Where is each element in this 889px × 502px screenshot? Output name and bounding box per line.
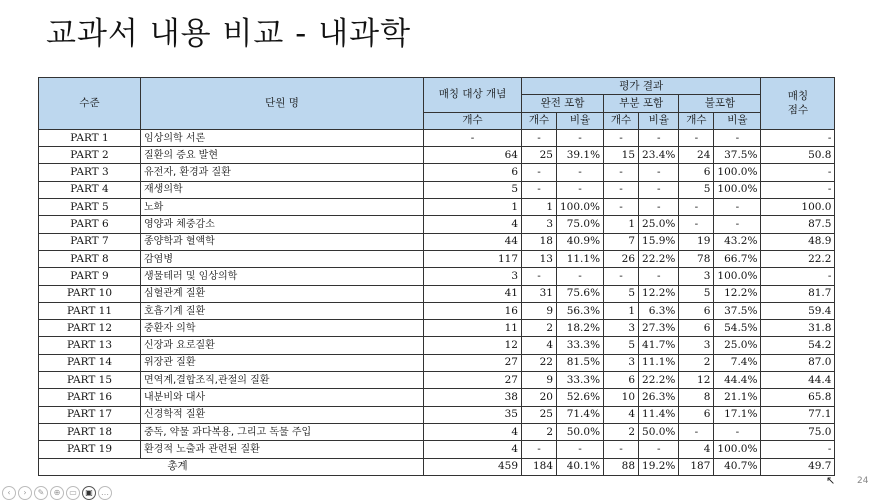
cell-none-r: 21.1% bbox=[714, 389, 761, 406]
table-row bbox=[39, 129, 835, 146]
cell-full-r: - bbox=[557, 164, 604, 181]
cell-score: 31.8 bbox=[761, 320, 835, 337]
cell-target: 35 bbox=[424, 406, 522, 423]
cell-target: 27 bbox=[424, 354, 522, 371]
table-row bbox=[39, 216, 835, 233]
cell-none-n: 19 bbox=[679, 233, 714, 250]
cell-unit: 신장과 요로질환 bbox=[141, 337, 424, 354]
cell-full-r: 52.6% bbox=[557, 389, 604, 406]
pen-icon[interactable]: ✎ bbox=[34, 486, 48, 500]
cell-unit: 중독, 약물 과다복용, 그리고 독물 주입 bbox=[141, 423, 424, 440]
cell-score: 22.2 bbox=[761, 250, 835, 267]
cell-none-r: 54.5% bbox=[714, 320, 761, 337]
header-partial-ratio: 비율 bbox=[639, 112, 679, 129]
cell-part-r: 22.2% bbox=[639, 372, 679, 389]
cell-part-n: 4 bbox=[604, 406, 639, 423]
cell-part-r: 11.1% bbox=[639, 354, 679, 371]
table-row bbox=[39, 302, 835, 319]
cell-part-r: 26.3% bbox=[639, 389, 679, 406]
cell-score: 77.1 bbox=[761, 406, 835, 423]
cell-none-n: 5 bbox=[679, 285, 714, 302]
cell-part-n: 15 bbox=[604, 147, 639, 164]
header-full: 완전 포함 bbox=[522, 95, 604, 112]
cell-part-n: - bbox=[604, 441, 639, 458]
cell-full-r: 100.0% bbox=[557, 199, 604, 216]
presenter-icon[interactable]: ▣ bbox=[82, 486, 96, 500]
header-eval-result: 평가 결과 bbox=[522, 78, 761, 95]
next-icon[interactable]: › bbox=[18, 486, 32, 500]
cell-full-r: 75.0% bbox=[557, 216, 604, 233]
header-unit: 단원 명 bbox=[141, 78, 424, 130]
cell-part-n: 3 bbox=[604, 320, 639, 337]
cell-part-n: - bbox=[604, 181, 639, 198]
cell-full-n: 4 bbox=[522, 337, 557, 354]
slides-icon[interactable]: ▭ bbox=[66, 486, 80, 500]
cell-part-n: - bbox=[604, 164, 639, 181]
cell-full-r: 75.6% bbox=[557, 285, 604, 302]
cell-unit: 심혈관계 질환 bbox=[141, 285, 424, 302]
page-number: 24 bbox=[857, 476, 869, 486]
cell-level: PART 1 bbox=[39, 129, 141, 146]
table-row bbox=[39, 423, 835, 440]
cell-target: 117 bbox=[424, 250, 522, 267]
cell-part-n: 5 bbox=[604, 285, 639, 302]
cell-none-n: - bbox=[679, 129, 714, 146]
cell-part-r: 50.0% bbox=[639, 423, 679, 440]
cell-level: PART 17 bbox=[39, 406, 141, 423]
cell-none-r: 43.2% bbox=[714, 233, 761, 250]
cell-level: PART 5 bbox=[39, 199, 141, 216]
cell-target: 4 bbox=[424, 441, 522, 458]
cell-full-r: 39.1% bbox=[557, 147, 604, 164]
total-part-n: 88 bbox=[604, 458, 639, 475]
cell-part-n: 10 bbox=[604, 389, 639, 406]
cell-full-r: 40.9% bbox=[557, 233, 604, 250]
cell-level: PART 11 bbox=[39, 302, 141, 319]
cell-part-r: - bbox=[639, 164, 679, 181]
prev-icon[interactable]: ‹ bbox=[2, 486, 16, 500]
header-none: 불포함 bbox=[679, 95, 761, 112]
cell-full-n: 2 bbox=[522, 423, 557, 440]
more-icon[interactable]: … bbox=[98, 486, 112, 500]
cell-target: 12 bbox=[424, 337, 522, 354]
cell-full-n: 20 bbox=[522, 389, 557, 406]
cell-target: 16 bbox=[424, 302, 522, 319]
cell-full-n: 18 bbox=[522, 233, 557, 250]
cell-full-r: 50.0% bbox=[557, 423, 604, 440]
total-part-r: 19.2% bbox=[639, 458, 679, 475]
cell-full-r: - bbox=[557, 181, 604, 198]
header-level: 수준 bbox=[39, 78, 141, 130]
cell-part-r: - bbox=[639, 181, 679, 198]
cell-none-r: - bbox=[714, 199, 761, 216]
cell-level: PART 19 bbox=[39, 441, 141, 458]
cell-none-n: 2 bbox=[679, 354, 714, 371]
cell-level: PART 9 bbox=[39, 268, 141, 285]
cell-unit: 유전자, 환경과 질환 bbox=[141, 164, 424, 181]
cell-none-n: - bbox=[679, 216, 714, 233]
cell-part-n: 7 bbox=[604, 233, 639, 250]
total-target: 459 bbox=[424, 458, 522, 475]
cell-target: 1 bbox=[424, 199, 522, 216]
total-full-n: 184 bbox=[522, 458, 557, 475]
cell-part-n: - bbox=[604, 199, 639, 216]
cell-level: PART 14 bbox=[39, 354, 141, 371]
header-partial-count: 개수 bbox=[604, 112, 639, 129]
cell-target: 4 bbox=[424, 423, 522, 440]
cell-full-n: 25 bbox=[522, 406, 557, 423]
cell-full-r: 56.3% bbox=[557, 302, 604, 319]
table-row bbox=[39, 285, 835, 302]
table-row bbox=[39, 320, 835, 337]
cell-target: 38 bbox=[424, 389, 522, 406]
cell-full-r: - bbox=[557, 129, 604, 146]
cell-part-r: - bbox=[639, 199, 679, 216]
cell-full-n: 3 bbox=[522, 216, 557, 233]
cell-target: 4 bbox=[424, 216, 522, 233]
cell-level: PART 18 bbox=[39, 423, 141, 440]
cell-score: - bbox=[761, 164, 835, 181]
cell-part-n: 26 bbox=[604, 250, 639, 267]
table-row bbox=[39, 441, 835, 458]
table-row bbox=[39, 372, 835, 389]
table-row bbox=[39, 147, 835, 164]
total-row bbox=[39, 458, 835, 475]
table-row bbox=[39, 181, 835, 198]
cell-full-n: 9 bbox=[522, 302, 557, 319]
total-score: 49.7 bbox=[761, 458, 835, 475]
total-none-r: 40.7% bbox=[714, 458, 761, 475]
cell-unit: 면역계,결합조직,관절의 질환 bbox=[141, 372, 424, 389]
cell-level: PART 2 bbox=[39, 147, 141, 164]
cell-score: - bbox=[761, 181, 835, 198]
slideshow-toolbar bbox=[2, 486, 112, 500]
cell-none-r: - bbox=[714, 216, 761, 233]
cell-score: 50.8 bbox=[761, 147, 835, 164]
cell-unit: 중환자 의학 bbox=[141, 320, 424, 337]
header-target-count: 개수 bbox=[424, 112, 522, 129]
total-none-n: 187 bbox=[679, 458, 714, 475]
cell-part-r: 23.4% bbox=[639, 147, 679, 164]
cell-level: PART 6 bbox=[39, 216, 141, 233]
cell-score: 81.7 bbox=[761, 285, 835, 302]
cell-unit: 신경학적 질환 bbox=[141, 406, 424, 423]
cell-none-r: - bbox=[714, 129, 761, 146]
cell-none-n: 6 bbox=[679, 320, 714, 337]
cell-level: PART 4 bbox=[39, 181, 141, 198]
cell-none-n: 6 bbox=[679, 164, 714, 181]
cell-part-n: 1 bbox=[604, 302, 639, 319]
cell-score: 75.0 bbox=[761, 423, 835, 440]
cell-full-n: - bbox=[522, 441, 557, 458]
cell-score: 54.2 bbox=[761, 337, 835, 354]
cell-level: PART 13 bbox=[39, 337, 141, 354]
comparison-table bbox=[38, 77, 835, 476]
header-none-ratio: 비율 bbox=[714, 112, 761, 129]
cell-full-r: - bbox=[557, 441, 604, 458]
cell-score: - bbox=[761, 268, 835, 285]
cell-target: - bbox=[424, 129, 522, 146]
cell-level: PART 16 bbox=[39, 389, 141, 406]
cell-none-r: 100.0% bbox=[714, 181, 761, 198]
cell-unit: 임상의학 서론 bbox=[141, 129, 424, 146]
cell-unit: 호흡기계 질환 bbox=[141, 302, 424, 319]
cell-level: PART 15 bbox=[39, 372, 141, 389]
cell-unit: 노화 bbox=[141, 199, 424, 216]
cell-level: PART 7 bbox=[39, 233, 141, 250]
cell-level: PART 3 bbox=[39, 164, 141, 181]
slide-title: 교과서 내용 비교 - 내과학 bbox=[46, 16, 412, 52]
header-partial: 부분 포함 bbox=[604, 95, 679, 112]
cell-none-r: - bbox=[714, 423, 761, 440]
cell-none-n: 5 bbox=[679, 181, 714, 198]
cell-full-r: 81.5% bbox=[557, 354, 604, 371]
cell-full-n: 13 bbox=[522, 250, 557, 267]
cell-full-n: 31 bbox=[522, 285, 557, 302]
cell-full-n: - bbox=[522, 164, 557, 181]
cell-none-n: 6 bbox=[679, 302, 714, 319]
cell-part-r: 11.4% bbox=[639, 406, 679, 423]
cell-part-n: 6 bbox=[604, 372, 639, 389]
cell-full-n: 22 bbox=[522, 354, 557, 371]
cell-none-n: - bbox=[679, 199, 714, 216]
cell-full-r: 18.2% bbox=[557, 320, 604, 337]
cell-part-r: 41.7% bbox=[639, 337, 679, 354]
cell-target: 6 bbox=[424, 164, 522, 181]
cell-part-r: 22.2% bbox=[639, 250, 679, 267]
mouse-cursor-icon: ↖ bbox=[826, 474, 836, 487]
cell-none-n: - bbox=[679, 423, 714, 440]
cell-unit: 생물테러 및 임상의학 bbox=[141, 268, 424, 285]
cell-score: - bbox=[761, 129, 835, 146]
cell-none-n: 8 bbox=[679, 389, 714, 406]
cell-target: 11 bbox=[424, 320, 522, 337]
header-full-ratio: 비율 bbox=[557, 112, 604, 129]
table-row bbox=[39, 199, 835, 216]
cell-score: 65.8 bbox=[761, 389, 835, 406]
cell-unit: 위장관 질환 bbox=[141, 354, 424, 371]
cell-none-r: 44.4% bbox=[714, 372, 761, 389]
table-row bbox=[39, 406, 835, 423]
cell-none-n: 24 bbox=[679, 147, 714, 164]
cell-unit: 내분비와 대사 bbox=[141, 389, 424, 406]
cell-part-r: 12.2% bbox=[639, 285, 679, 302]
cell-full-n: 2 bbox=[522, 320, 557, 337]
cell-full-n: - bbox=[522, 129, 557, 146]
cell-score: 100.0 bbox=[761, 199, 835, 216]
cell-level: PART 8 bbox=[39, 250, 141, 267]
cell-none-n: 6 bbox=[679, 406, 714, 423]
cell-score: 59.4 bbox=[761, 302, 835, 319]
zoom-icon[interactable]: ⊕ bbox=[50, 486, 64, 500]
cell-full-r: 33.3% bbox=[557, 372, 604, 389]
header-score: 매칭 점수 bbox=[761, 78, 835, 130]
cell-part-r: 27.3% bbox=[639, 320, 679, 337]
cell-target: 41 bbox=[424, 285, 522, 302]
cell-level: PART 12 bbox=[39, 320, 141, 337]
cell-score: - bbox=[761, 441, 835, 458]
cell-part-n: 3 bbox=[604, 354, 639, 371]
cell-full-r: 33.3% bbox=[557, 337, 604, 354]
header-target: 매칭 대상 개념 bbox=[424, 78, 522, 113]
cell-full-r: 11.1% bbox=[557, 250, 604, 267]
cell-full-n: 1 bbox=[522, 199, 557, 216]
cell-none-n: 12 bbox=[679, 372, 714, 389]
cell-part-n: 2 bbox=[604, 423, 639, 440]
cell-none-r: 7.4% bbox=[714, 354, 761, 371]
cell-unit: 영양과 체중감소 bbox=[141, 216, 424, 233]
cell-unit: 감염병 bbox=[141, 250, 424, 267]
cell-target: 5 bbox=[424, 181, 522, 198]
cell-none-n: 3 bbox=[679, 337, 714, 354]
table-row bbox=[39, 250, 835, 267]
cell-target: 27 bbox=[424, 372, 522, 389]
cell-full-n: 9 bbox=[522, 372, 557, 389]
cell-none-r: 37.5% bbox=[714, 147, 761, 164]
cell-score: 48.9 bbox=[761, 233, 835, 250]
table-row bbox=[39, 268, 835, 285]
cell-part-n: 5 bbox=[604, 337, 639, 354]
cell-none-n: 78 bbox=[679, 250, 714, 267]
cell-part-r: 15.9% bbox=[639, 233, 679, 250]
cell-none-n: 4 bbox=[679, 441, 714, 458]
cell-full-r: - bbox=[557, 268, 604, 285]
cell-none-r: 66.7% bbox=[714, 250, 761, 267]
cell-score: 87.0 bbox=[761, 354, 835, 371]
table-row bbox=[39, 354, 835, 371]
cell-part-n: 1 bbox=[604, 216, 639, 233]
cell-unit: 종양학과 혈액학 bbox=[141, 233, 424, 250]
cell-none-r: 100.0% bbox=[714, 441, 761, 458]
cell-part-r: - bbox=[639, 129, 679, 146]
cell-none-r: 25.0% bbox=[714, 337, 761, 354]
cell-part-n: - bbox=[604, 129, 639, 146]
cell-none-r: 100.0% bbox=[714, 164, 761, 181]
cell-score: 44.4 bbox=[761, 372, 835, 389]
cell-part-r: 6.3% bbox=[639, 302, 679, 319]
cell-target: 64 bbox=[424, 147, 522, 164]
table-row bbox=[39, 337, 835, 354]
cell-none-n: 3 bbox=[679, 268, 714, 285]
cell-full-n: 25 bbox=[522, 147, 557, 164]
cell-part-r: - bbox=[639, 268, 679, 285]
cell-unit: 질환의 증요 발현 bbox=[141, 147, 424, 164]
cell-target: 3 bbox=[424, 268, 522, 285]
cell-full-n: - bbox=[522, 268, 557, 285]
cell-full-r: 71.4% bbox=[557, 406, 604, 423]
cell-part-r: - bbox=[639, 441, 679, 458]
cell-none-r: 17.1% bbox=[714, 406, 761, 423]
cell-full-n: - bbox=[522, 181, 557, 198]
cell-part-r: 25.0% bbox=[639, 216, 679, 233]
total-full-r: 40.1% bbox=[557, 458, 604, 475]
cell-none-r: 100.0% bbox=[714, 268, 761, 285]
cell-unit: 환경적 노출과 관련된 질환 bbox=[141, 441, 424, 458]
cell-score: 87.5 bbox=[761, 216, 835, 233]
cell-none-r: 37.5% bbox=[714, 302, 761, 319]
cell-target: 44 bbox=[424, 233, 522, 250]
table-row bbox=[39, 233, 835, 250]
total-label: 총계 bbox=[39, 458, 424, 475]
cell-unit: 재생의학 bbox=[141, 181, 424, 198]
table-row bbox=[39, 389, 835, 406]
table-row bbox=[39, 164, 835, 181]
cell-none-r: 12.2% bbox=[714, 285, 761, 302]
cell-part-n: - bbox=[604, 268, 639, 285]
cell-level: PART 10 bbox=[39, 285, 141, 302]
header-none-count: 개수 bbox=[679, 112, 714, 129]
header-full-count: 개수 bbox=[522, 112, 557, 129]
